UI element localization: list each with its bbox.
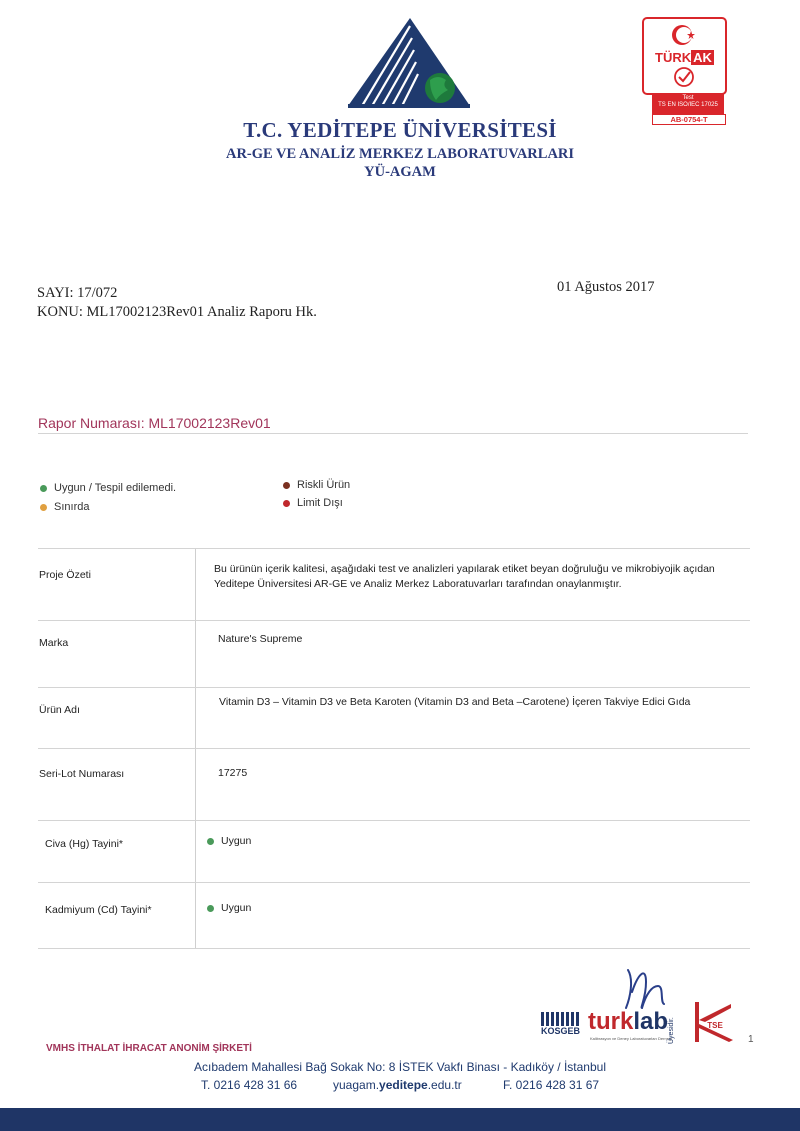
- table-top-border: [38, 548, 750, 549]
- table-row-border: [38, 882, 750, 883]
- page-number: 1: [748, 1034, 754, 1045]
- phone: T. 0216 428 31 66: [201, 1078, 298, 1092]
- table-row-label: Kadmiyum (Cd) Tayini*: [45, 904, 152, 916]
- legend-item-riskli: Riskli Ürün: [283, 479, 350, 491]
- fax: F. 0216 428 31 67: [503, 1078, 600, 1092]
- table-row-label: Civa (Hg) Tayini*: [45, 838, 123, 850]
- table-row-border: [38, 820, 750, 821]
- konu-line: KONU: ML17002123Rev01 Analiz Raporu Hk.: [37, 304, 317, 320]
- company-name: VMHS İTHALAT İHRACAT ANONİM ŞİRKETİ: [46, 1043, 252, 1054]
- orange-dot-icon: [40, 504, 47, 511]
- unit-title: YÜ-AGAM: [364, 164, 436, 180]
- svg-text:TSE: TSE: [707, 1021, 723, 1030]
- table-row-value: Nature's Supreme: [218, 633, 303, 645]
- table-row-label: Seri-Lot Numarası: [39, 768, 125, 780]
- checkmark-icon: [671, 67, 697, 87]
- table-row-value: 17275: [218, 767, 248, 779]
- status-uygun: Uygun: [207, 834, 251, 849]
- green-dot-icon: [207, 838, 214, 845]
- footer-band: [0, 1108, 800, 1131]
- divider: [38, 433, 748, 434]
- legend-item-uygun: Uygun / Tespil edilemedi.: [40, 482, 176, 494]
- sayi-line: SAYI: 17/072: [37, 285, 118, 301]
- green-dot-icon: [40, 485, 47, 492]
- kosgeb-logo: KOSGEB: [541, 1012, 581, 1034]
- table-bottom-border: [38, 948, 750, 949]
- turklab-member-note: Üyesidir.: [668, 1017, 675, 1044]
- crescent-star-icon: [671, 23, 697, 47]
- report-number: Rapor Numarası: ML17002123Rev01: [38, 415, 271, 431]
- table-row-label: Proje Özeti: [39, 569, 91, 581]
- tse-logo: [693, 1000, 735, 1044]
- address: Acıbadem Mahallesi Bağ Sokak No: 8 İSTEK Vakfı Binası - Kadıköy / İstanbul: [194, 1060, 606, 1074]
- turklab-tagline: Kalibrasyon ve Deney Laboratuvarları Derneği: [590, 1036, 673, 1041]
- table-column-divider: [195, 549, 196, 949]
- yeditepe-logo: [348, 18, 470, 108]
- table-row-value: Vitamin D3 – Vitamin D3 ve Beta Karoten (Vitamin D3 and Beta –Carotene) İçeren Takviye Edici Gıda: [219, 696, 691, 708]
- table-row-label: Ürün Adı: [39, 704, 80, 716]
- red-dot-icon: [283, 500, 290, 507]
- table-row-border: [38, 748, 750, 749]
- legend-item-sinirda: Sınırda: [40, 501, 89, 513]
- turkak-scope: Test TS EN ISO/IEC 17025: [652, 93, 724, 115]
- turkak-accreditation-badge: [642, 17, 727, 123]
- turkak-wordmark: TÜRK AK: [655, 50, 712, 65]
- university-title: T.C. YEDİTEPE ÜNİVERSİTESİ: [243, 118, 557, 142]
- lab-title: AR-GE VE ANALİZ MERKEZ LABORATUVARLARI: [225, 146, 575, 162]
- legend-item-limit-disi: Limit Dışı: [283, 497, 343, 509]
- table-row-border: [38, 687, 750, 688]
- website: yuagam.yeditepe.edu.tr: [333, 1078, 462, 1092]
- table-row-value: Bu ürünün içerik kalitesi, aşağıdaki test ve analizleri yapılarak etiket beyan doğruluğu ve mikrobiyojik açıdan Yeditepe Üniversitesi AR-GE ve Analiz Merkez Laboratuvarları tarafından onaylanmıştır.: [214, 563, 715, 590]
- table-row-label: Marka: [39, 637, 69, 649]
- turkak-code: AB-0754-T: [652, 114, 726, 125]
- green-dot-icon: [207, 905, 214, 912]
- status-uygun: Uygun: [207, 901, 251, 916]
- table-row-border: [38, 620, 750, 621]
- letter-date: 01 Ağustos 2017: [557, 279, 655, 295]
- signature: [618, 962, 676, 1014]
- brown-dot-icon: [283, 482, 290, 489]
- turklab-logo: turklab: [588, 1008, 669, 1035]
